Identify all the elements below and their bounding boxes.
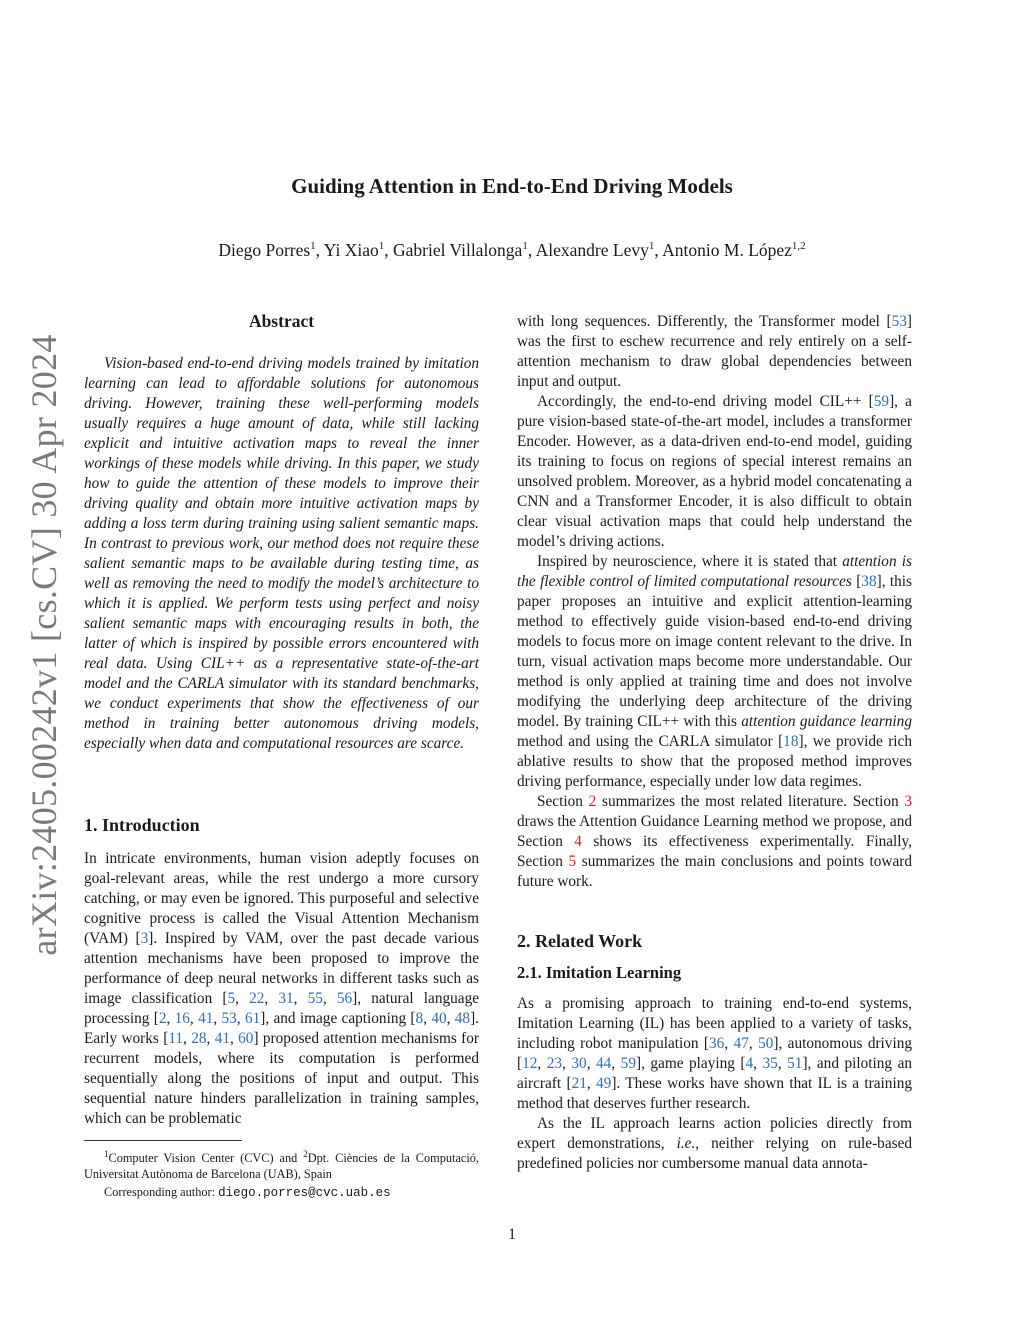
- citation-link[interactable]: 8: [415, 1010, 424, 1027]
- imitation-learning-subheading: 2.1. Imitation Learning: [517, 963, 682, 982]
- citation-link[interactable]: 11: [168, 1030, 184, 1047]
- section-link[interactable]: 5: [568, 853, 577, 870]
- page-number: 1: [508, 1226, 516, 1243]
- body-text: Accordingly, the end-to-end driving model CIL++ [: [537, 393, 874, 410]
- citation-link[interactable]: 48: [454, 1010, 471, 1027]
- body-text: ,: [586, 1075, 597, 1092]
- body-text: ]. Early works [: [84, 1010, 479, 1047]
- section-link[interactable]: 4: [574, 833, 582, 850]
- body-text: ,: [423, 1010, 432, 1027]
- body-text: Section: [537, 793, 589, 810]
- body-text: shows its effectiveness experimentally. Finally, Section: [517, 833, 912, 870]
- body-text: ,: [166, 1010, 175, 1027]
- citation-link[interactable]: 28: [191, 1030, 207, 1047]
- abstract-heading: Abstract: [248, 311, 315, 331]
- citation-link[interactable]: 51: [787, 1055, 803, 1072]
- body-text: ]. These works have shown that IL is a training method that deserves further research.: [517, 1075, 912, 1112]
- citation-link[interactable]: 61: [244, 1010, 261, 1027]
- citation-link[interactable]: 5: [227, 990, 236, 1007]
- body-text: ,: [724, 1035, 734, 1052]
- author: Yi Xiao$^1$: [323, 240, 385, 260]
- body-text: ,: [322, 990, 337, 1007]
- citation-link[interactable]: 60: [238, 1030, 254, 1047]
- body-text: ,: [229, 1030, 239, 1047]
- citation-link[interactable]: 56: [336, 990, 353, 1007]
- citation-link[interactable]: 4: [745, 1055, 754, 1072]
- body-text: summarizes the main conclusions and points toward future work.: [517, 853, 912, 890]
- citation-link[interactable]: 41: [198, 1010, 214, 1027]
- body-text: ,: [753, 1055, 763, 1072]
- citation-link[interactable]: 2: [158, 1010, 167, 1027]
- body-text: ], we provide rich ablative results to show that the proposed method improves driving performance, especially under low data regimes.: [517, 733, 912, 790]
- body-text: As the IL approach learns action policies directly from expert demonstrations,: [517, 1115, 912, 1152]
- body-text: In intricate environments, human vision adeptly focuses on goal-relevant areas, while the rest undergo a more cursory catching, or may even be ignored. This purposeful and selective cognitive process is called the Visual Attention Mechanism (VAM) [: [84, 850, 479, 947]
- body-text: ,: [777, 1055, 788, 1072]
- author-email[interactable]: diego.porres@cvc.uab.es: [218, 1186, 391, 1201]
- abstract-text: Vision-based end-to-end driving models trained by imitation learning can lead to affordable solutions for autonomous driving. However, training these well-performing models usually requires a huge amount of data, while still lacking explicit and intuitive activation maps to reveal the inner workings of these models while driving. In this paper, we study how to guide the attention of these models to improve their driving quality and obtain more intuitive activation maps by adding a loss term during training using salient semantic maps. In contrast to previous work, our method does not require these salient semantic maps to be available during testing time, as well as removing the need to modify the model’s architecture to which it is applied. We perform tests using perfect and noisy salient semantic maps with encouraging results in both, the latter of which is inspired by possible errors encountered with real data. Using CIL++ as a representative state-of-the-art model and the CARLA simulator with its standard benchmarks, we conduct experiments that show the effectiveness of our method in training better autonomous driving models, especially when data and computational resources are scarce.: [84, 355, 479, 752]
- intro-paragraph: [84, 849, 479, 1129]
- intro-heading: 1. Introduction: [84, 815, 200, 835]
- body-text: ,: [235, 990, 250, 1007]
- citation-link[interactable]: 47: [733, 1035, 749, 1052]
- citation-link[interactable]: 22: [249, 990, 265, 1007]
- body-text: [: [851, 573, 862, 590]
- author: Alexandre Levy$^1$: [535, 240, 655, 260]
- body-text: ], and piloting an aircraft [: [517, 1055, 913, 1092]
- citation-link[interactable]: 59: [873, 393, 890, 410]
- citation-link[interactable]: 38: [861, 573, 877, 590]
- body-text: ,: [183, 1030, 192, 1047]
- body-text: ,: [206, 1030, 215, 1047]
- body-text: ,: [611, 1055, 621, 1072]
- body-text: ], a pure vision-based state-of-the-art model, includes a transformer Encoder. However, as a data-driven end-to-end model, guiding its training to focus on regions of special interest remains an unsolved problem. Moreover, as a hybrid model concatenating a CNN and a Transformer Encoder, it is also difficult to obtain clear visual activation maps that could help understand the model’s driving actions.: [517, 393, 912, 550]
- body-text: ,: [213, 1010, 222, 1027]
- author: Gabriel Villalonga$^1$: [392, 240, 528, 260]
- citation-link[interactable]: 53: [891, 313, 907, 330]
- author: Antonio M. López$^{1,2}$: [662, 240, 806, 260]
- citation-link[interactable]: 23: [546, 1055, 563, 1072]
- arxiv-id-text: arXiv:2405.00242v1 [cs.CV] 30 Apr 2024: [24, 334, 64, 956]
- paper-title: Guiding Attention in End-to-End Driving Models: [291, 174, 733, 198]
- citation-link[interactable]: 59: [620, 1055, 636, 1072]
- body-text: ,: [236, 1010, 245, 1027]
- body-text: ,: [264, 990, 279, 1007]
- section-link[interactable]: 3: [904, 793, 912, 810]
- body-text: method and using the CARLA simulator [: [517, 733, 784, 750]
- citation-link[interactable]: 40: [431, 1010, 447, 1027]
- body-text: As a promising approach to training end-to-end systems, Imitation Learning (IL) has been applied to a variety of tasks, including robot manipulation [: [517, 995, 912, 1052]
- emphasis-text: i.e.: [676, 1135, 696, 1152]
- body-text: ,: [189, 1010, 199, 1027]
- emphasis-text: attention guidance learning: [741, 713, 912, 730]
- related-work-heading: 2. Related Work: [517, 931, 643, 951]
- citation-link[interactable]: 3: [140, 930, 149, 947]
- citation-link[interactable]: 30: [571, 1055, 587, 1072]
- citation-link[interactable]: 50: [758, 1035, 774, 1052]
- citation-link[interactable]: 41: [214, 1030, 230, 1047]
- citation-link[interactable]: 49: [596, 1075, 612, 1092]
- citation-link[interactable]: 44: [596, 1055, 612, 1072]
- body-text: ] was the first to eschew recurrence and rely entirely on a self-attention mechanism to draw global dependencies between input and output.: [517, 313, 912, 390]
- section-link[interactable]: 2: [588, 793, 597, 810]
- citation-link[interactable]: 35: [762, 1055, 778, 1072]
- citation-link[interactable]: 36: [709, 1035, 725, 1052]
- body-text: summarizes the most related literature. Section: [596, 793, 905, 810]
- citation-link[interactable]: 31: [278, 990, 294, 1007]
- body-text: ], natural language processing [: [84, 990, 480, 1027]
- body-text: ] proposed attention mechanisms for recurrent models, where its computation is performed sequentially along the positions of input and output. This sequential nature hinders parallelization in training samples, which can be problematic: [84, 1030, 479, 1127]
- body-text: ], this paper proposes an intuitive and explicit attention-learning method to effectively guide vision-based end-to-end driving models to focus more on image content relevant to the drive. In turn, visual activation maps become more understandable. Our method is only applied at training time and does not involve modifying the underlying deep architecture of the driving model. By training CIL++ with this: [517, 573, 913, 730]
- author: Diego Porres$^1$: [218, 240, 316, 260]
- body-text: , neither relying on rule-based predefined policies nor cumbersome manual data annota-: [517, 1135, 913, 1172]
- citation-link[interactable]: 16: [174, 1010, 190, 1027]
- emphasis-text: attention is the flexible control of limited computational resources: [517, 553, 912, 590]
- body-text: ], autonomous driving [: [517, 1035, 913, 1072]
- body-text: ], and image captioning [: [260, 1010, 416, 1027]
- body-text: draws the Attention Guidance Learning method we propose, and Section: [517, 813, 912, 850]
- body-text: Inspired by neuroscience, where it is stated that: [537, 553, 843, 570]
- citation-link[interactable]: 18: [783, 733, 799, 750]
- body-text: ,: [537, 1055, 547, 1072]
- footnote-affiliations: $^1$Computer Vision Center (CVC) and $^2$Dpt. Ciències de la Computació, Universitat Autònoma de Barcelona (UAB), Spain Corresponding author: diego.porres@cvc.uab.es: [84, 1149, 479, 1201]
- related-work-text: [517, 994, 912, 1174]
- body-text: ]. Inspired by VAM, over the past decade various attention mechanisms have been proposed to improve the performance of deep neural networks in different tasks such as image classification [: [84, 930, 479, 1007]
- citation-link[interactable]: 21: [571, 1075, 587, 1092]
- body-text: ,: [446, 1010, 455, 1027]
- body-text: ,: [586, 1055, 597, 1072]
- citation-link[interactable]: 53: [221, 1010, 237, 1027]
- body-text: ,: [748, 1035, 759, 1052]
- body-text: ], game playing [: [635, 1055, 746, 1072]
- citation-link[interactable]: 12: [522, 1055, 538, 1072]
- intro-continued: [517, 312, 912, 892]
- body-text: with long sequences. Differently, the Transformer model [: [517, 313, 892, 330]
- author-list: Diego Porres$^1$, Yi Xiao$^1$, Gabriel Villalonga$^1$, Alexandre Levy$^1$, Antonio M. López$^{1,2}$: [218, 240, 806, 260]
- body-text: ,: [562, 1055, 572, 1072]
- footnote-divider: [84, 1140, 242, 1141]
- citation-link[interactable]: 55: [307, 990, 323, 1007]
- body-text: ,: [293, 990, 308, 1007]
